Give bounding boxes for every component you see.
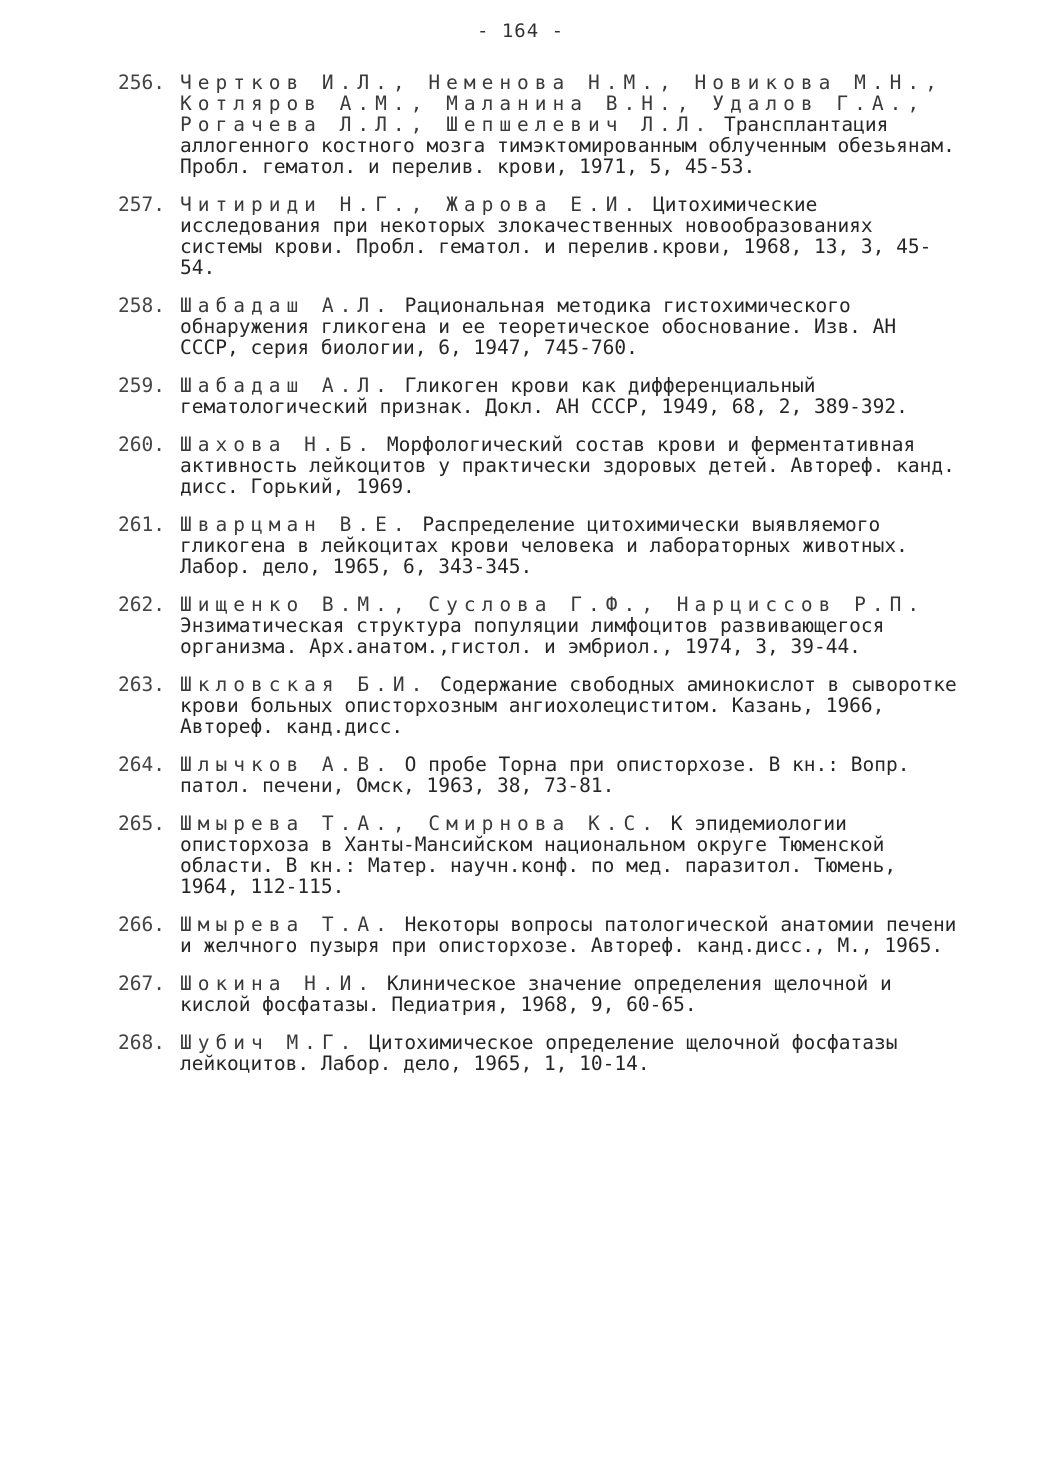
- entry-body: [180, 72, 958, 177]
- entry-authors: Шокина Н.И.: [180, 972, 376, 995]
- entry-authors: Читириди Н.Г., Жарова Е.И.: [180, 193, 642, 216]
- entry-text: Энзиматическая структура популяции лимфоцитов развивающегося организма. Арх.анатом.,гистол. и эмбриол., 1974, 3, 39-44.: [180, 614, 885, 658]
- bibliography-entry: [118, 1032, 958, 1074]
- entry-number: 256.: [118, 71, 165, 94]
- entry-authors: Чертков И.Л., Неменова Н.М., Новикова М.Н., Котляров А.М., Маланина В.Н., Удалов Г.А., Рогачева Л.Л., Шепшелевич Л.Л.: [180, 71, 943, 136]
- entry-authors: Шмырева Т.А.: [180, 913, 393, 936]
- entry-body: [180, 375, 958, 417]
- entry-text: Распределение цитохимически выявляемого гликогена в лейкоцитах крови человека и лабораторных животных. Лабор. дело, 1965, 6, 343-345.: [180, 513, 908, 578]
- entry-authors: Шмырева Т.А., Смирнова К.С.: [180, 812, 659, 835]
- entry-body: [180, 194, 958, 278]
- entry-number: 268.: [118, 1031, 165, 1054]
- entry-authors: Шищенко В.М., Суслова Г.Ф., Нарциссов Р.П.: [180, 593, 926, 616]
- entry-authors: Шабадаш А.Л.: [180, 294, 393, 317]
- entry-text: Содержание свободных аминокислот в сыворотке крови больных описторхозным ангиохолециститом. Казань, 1966, Автореф. канд.дисс.: [180, 673, 957, 738]
- entry-number: 264.: [118, 753, 165, 776]
- entry-authors: Шварцман В.Е.: [180, 513, 411, 536]
- entry-body: [180, 1032, 958, 1074]
- bibliography-entry: [118, 434, 958, 497]
- entry-number: 261.: [118, 513, 165, 536]
- bibliography-entry: [118, 914, 958, 956]
- entry-text: Гликоген крови как дифференциальный гематологический признак. Докл. АН СССР, 1949, 68, 2, 389-392.: [180, 374, 908, 418]
- entry-authors: Шубич М.Г.: [180, 1031, 358, 1054]
- entry-text: Трансплантация аллогенного костного мозга тимэктомированным облученным обезьянам. Пробл. гематол. и перелив. крови, 1971, 5, 45-53.: [180, 113, 955, 178]
- entry-body: [180, 434, 958, 497]
- page-number: - 164 -: [476, 20, 565, 42]
- entry-number: 259.: [118, 374, 165, 397]
- entry-number: 257.: [118, 193, 165, 216]
- entry-authors: Шабадаш А.Л.: [180, 374, 393, 397]
- bibliography-list: [118, 72, 958, 1091]
- entry-number: 262.: [118, 593, 165, 616]
- bibliography-entry: [118, 194, 958, 278]
- entry-text: К эпидемиологии описторхоза в Ханты-Мансийском национальном округе Тюменской области. В кн.: Матер. научн.конф. по мед. паразитол. Тюмень, 1964, 112-115.: [180, 812, 897, 898]
- entry-body: [180, 914, 958, 956]
- entry-body: [180, 295, 958, 358]
- bibliography-entry: [118, 295, 958, 358]
- entry-body: [180, 754, 958, 796]
- entry-text: Цитохимическое определение щелочной фосфатазы лейкоцитов. Лабор. дело, 1965, 1, 10-14.: [180, 1031, 898, 1075]
- entry-authors: Шлычков А.В.: [180, 753, 393, 776]
- bibliography-entry: [118, 72, 958, 177]
- entry-number: 267.: [118, 972, 165, 995]
- entry-number: 260.: [118, 433, 165, 456]
- entry-text: Некоторы вопросы патологической анатомии печени и желчного пузыря при описторхозе. Автореф. канд.дисс., М., 1965.: [180, 913, 957, 957]
- bibliography-entry: [118, 973, 958, 1015]
- entry-body: [180, 594, 958, 657]
- entry-body: [180, 514, 958, 577]
- bibliography-entry: [118, 375, 958, 417]
- entry-body: [180, 674, 958, 737]
- entry-number: 258.: [118, 294, 165, 317]
- entry-text: О пробе Торна при описторхозе. В кн.: Вопр. патол. печени, Омск, 1963, 38, 73-81.: [180, 753, 910, 797]
- entry-number: 263.: [118, 673, 165, 696]
- entry-body: [180, 973, 958, 1015]
- entry-authors: Шахова Н.Б.: [180, 433, 376, 456]
- entry-body: [180, 813, 958, 897]
- entry-text: Клиническое значение определения щелочной и кислой фосфатазы. Педиатрия, 1968, 9, 60-65.: [180, 972, 892, 1016]
- bibliography-entry: [118, 813, 958, 897]
- entry-text: Цитохимические исследования при некоторых злокачественных новообразованиях системы крови. Пробл. гематол. и перелив.крови, 1968, 13, 3, 45-54.: [180, 193, 932, 279]
- entry-text: Морфологический состав крови и ферментативная активность лейкоцитов у практически здоровых детей. Автореф. канд. дисс. Горький, 1969.: [180, 433, 955, 498]
- entry-number: 265.: [118, 812, 165, 835]
- entry-text: Рациональная методика гистохимического обнаружения гликогена и ее теоретическое обоснование. Изв. АН СССР, серия биологии, 6, 1947, 745-760.: [180, 294, 897, 359]
- entry-authors: Шкловская Б.И.: [180, 673, 429, 696]
- bibliography-entry: [118, 594, 958, 657]
- bibliography-entry: [118, 514, 958, 577]
- bibliography-entry: [118, 754, 958, 796]
- bibliography-entry: [118, 674, 958, 737]
- entry-number: 266.: [118, 913, 165, 936]
